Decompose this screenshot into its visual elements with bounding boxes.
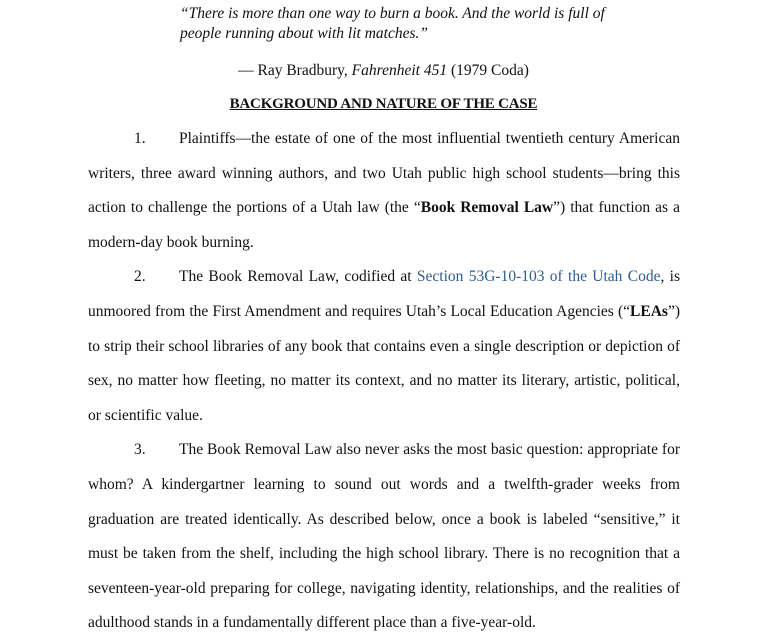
paragraph-number: 1.	[134, 130, 146, 147]
attribution-book-title: Fahrenheit 451	[351, 62, 448, 79]
paragraph-2	[88, 260, 680, 433]
epigraph-quote: “There is more than one way to burn a book. And the world is full of people running about with lit matches.”	[180, 5, 605, 42]
paragraph-3	[88, 433, 680, 641]
attribution-prefix: — Ray Bradbury,	[238, 62, 352, 79]
paragraph-1	[88, 122, 680, 260]
paragraph-text: The Book Removal Law, codified at	[179, 268, 417, 286]
attribution-suffix: (1979 Coda)	[447, 62, 529, 79]
defined-term: LEAs	[630, 302, 668, 320]
paragraph-text: The Book Removal Law also never asks the most basic question: appropriate for whom? A kindergartner learning to sound out words and a twelfth-grader weeks from graduation are treated identically. As described below, once a book is labeled “sensitive,” it must be taken from the shelf, including the high school library. There is no recognition that a seventeen-year-old preparing for college, navigating identity, relationships, and the realities of adulthood stands in a fundamentally different place than a five-year-old.	[88, 441, 680, 632]
paragraph-text: ”) to strip their school libraries of any book that contains even a single description or depiction of sex, no matter how fleeting, no matter its context, and no matter its literary, artistic, political, or scientific value.	[88, 302, 680, 424]
paragraph-number: 2.	[134, 268, 146, 286]
paragraph-text: ”) that function as a modern-day book burning.	[88, 199, 680, 251]
document-body	[88, 122, 680, 641]
defined-term: Book Removal Law	[420, 199, 554, 217]
utah-code-link[interactable]: Section 53G-10-103 of the Utah Code	[416, 268, 661, 286]
paragraph-text: Plaintiffs—the estate of one of the most influential twentieth century American writers, three award winning authors, and two Utah public high school students—bring this action to challenge the portions of a Utah law (the “	[88, 130, 680, 217]
paragraph-number: 3.	[134, 441, 146, 459]
paragraph-text: , is unmoored from the First Amendment and requires Utah’s Local Education Agencies (“	[88, 268, 680, 320]
epigraph-attribution	[0, 61, 767, 81]
section-heading: BACKGROUND AND NATURE OF THE CASE	[229, 96, 538, 112]
